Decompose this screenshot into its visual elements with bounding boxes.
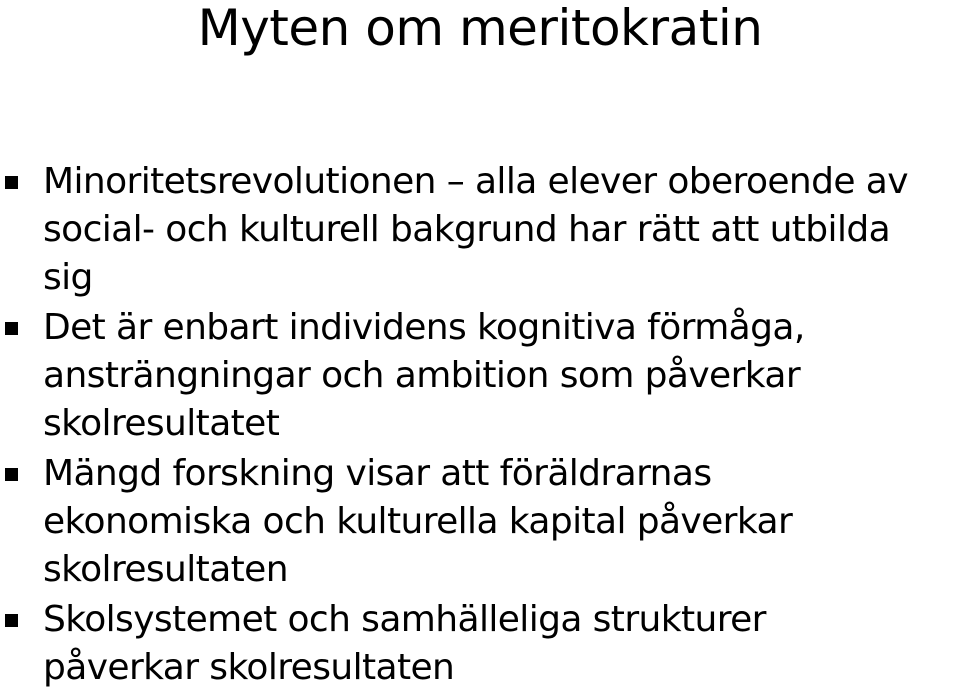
bullet-list [0, 158, 960, 692]
square-bullet-icon [5, 468, 18, 481]
bullet-item [0, 304, 960, 448]
slide-title: Myten om meritokratin [197, 0, 763, 57]
bullet-text: Minoritetsrevolutionen – alla elever oberoende av social- och kulturell bakgrund har rätt att utbilda sig [43, 161, 908, 298]
square-bullet-icon [5, 322, 18, 335]
square-bullet-icon [5, 176, 18, 189]
bullet-item [0, 158, 960, 302]
bullet-text: Det är enbart individens kognitiva förmåga, ansträngningar och ambition som påverkar skolresultatet [43, 307, 805, 444]
bullet-item [0, 450, 960, 594]
square-bullet-icon [5, 614, 18, 627]
bullet-item [0, 596, 960, 692]
bullet-text: Mängd forskning visar att föräldrarnas ekonomiska och kulturella kapital påverkar skolresultaten [43, 453, 793, 590]
bullet-text: Skolsystemet och samhälleliga strukturer påverkar skolresultaten [43, 599, 766, 688]
